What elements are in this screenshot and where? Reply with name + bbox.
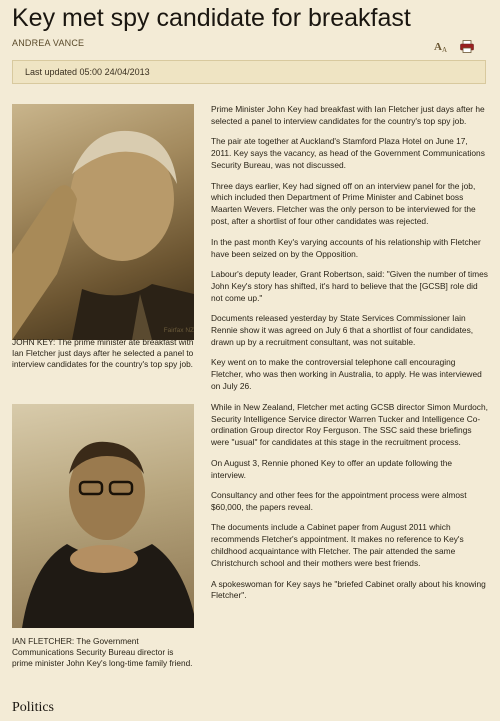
byline-author[interactable]: ANDREA VANCE [12,38,85,48]
svg-text:A: A [442,46,448,53]
article-paragraph: On August 3, Rennie phoned Key to offer an update following the interview. [211,457,453,480]
john-key-photo[interactable] [12,104,194,340]
article-paragraph: Labour's deputy leader, Grant Robertson, said: "Given the number of times John Key's story has shifted, it's hard to believe that the [GCSB] role did not come up." [211,268,488,303]
photo-caption: IAN FLETCHER: The Government Communications Security Bureau director is prime minister John Key's long-time family friend. [12,636,193,668]
article-paragraph: Prime Minister John Key had breakfast with Ian Fletcher just days after he selected a panel to interview candidates for the country's top spy job. [211,104,485,126]
article-body [211,104,489,611]
article-tools [434,40,474,53]
print-icon[interactable] [460,40,474,53]
article-paragraph: While in New Zealand, Fletcher met acting GCSB director Simon Murdoch, Security Intelligence Service director Warren Tucker and Intelligence Co-ordination Group director Roy Ferguson. The SSC said these briefings were "usual" for candidates at this stage in the recruitment process. [211,401,488,448]
article-paragraph: A spokeswoman for Key says he "briefed Cabinet orally about his knowing Fletcher". [211,578,486,601]
last-updated-text: Last updated 05:00 24/04/2013 [25,67,150,77]
article-paragraph: Consultancy and other fees for the appointment process were almost $60,000, the papers reveal. [211,490,467,512]
svg-text:A: A [434,41,442,53]
article-paragraph: In the past month Key's varying accounts of his relationship with Fletcher have been seized on by the Opposition. [211,236,481,259]
photo-credit: Fairfax NZ [163,327,194,334]
ian-fletcher-photo[interactable] [12,404,194,628]
article-headline: Key met spy candidate for breakfast [12,4,411,32]
section-label-politics[interactable]: Politics [12,700,55,715]
article-paragraph: The pair ate together at Auckland's Stamford Plaza Hotel on June 17, 2011. Key says the vacancy, as head of the Government Communications Security Bureau, was not discussed. [211,136,485,171]
article-paragraph: Three days earlier, Key had signed off on an interview panel for the job, which included then Department of Prime Minister and Cabinet boss Maarten Wevers. Fletcher was the only person to be interviewed for the post, after a shortlist of four other candidates was rejected. [211,180,476,227]
article-paragraph: Key went on to make the controversial telephone call encouraging Fletcher, who was then working in Australia, to apply. He was interviewed on July 26. [211,357,482,392]
text-size-icon[interactable] [434,40,448,53]
article-paragraph: The documents include a Cabinet paper from August 2011 which recommends Fletcher's appointment. It makes no reference to Key's childhood acquaintance with Fletcher. The pair attended the same Christchurch school and their mothers were best friends. [211,522,464,569]
photo-caption: JOHN KEY: The prime minister ate breakfast with Ian Fletcher just days after he selected a panel to interview candidates for the country's top spy job. [12,337,194,369]
last-updated-bar [12,60,486,84]
article-paragraph: Documents released yesterday by State Services Commissioner Iain Rennie show it was agreed on July 6 that a shortlist of four candidates, drawn up by a recruitment consultant, was not suitable. [211,313,474,347]
